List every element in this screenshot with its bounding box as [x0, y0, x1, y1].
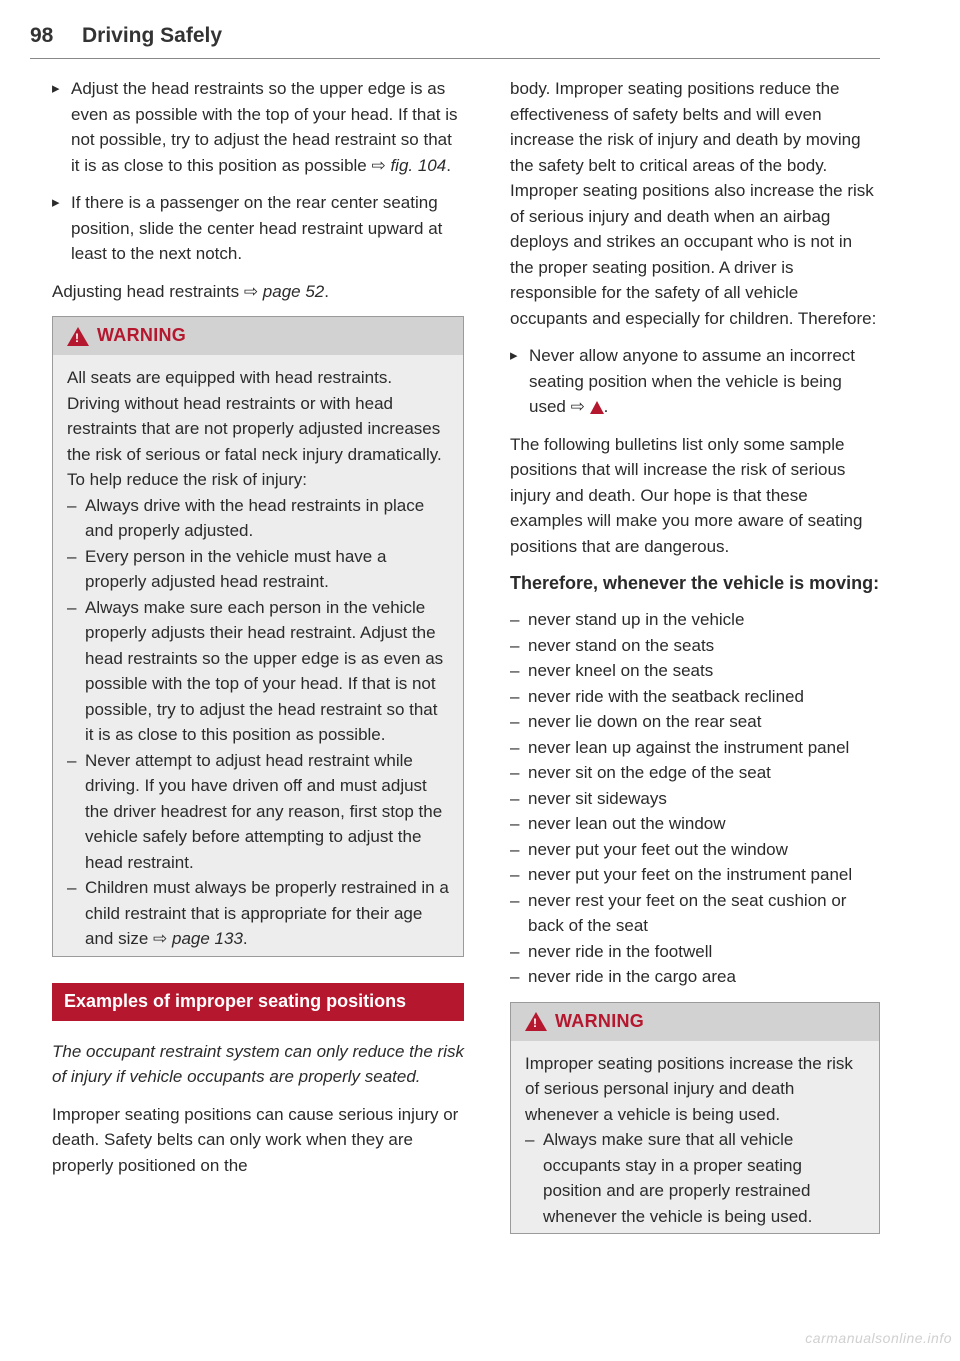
list-item: – never lie down on the rear seat: [510, 709, 880, 735]
list-item: – never sit on the edge of the seat: [510, 760, 880, 786]
body-paragraph: Improper seating positions can cause serious injury or death. Safety belts can only work when they are properly positioned on the: [52, 1104, 459, 1175]
list-item: – never kneel on the seats: [510, 658, 880, 684]
warning-body: [511, 1041, 879, 1234]
warning-header: [53, 317, 463, 355]
adjusting-reference: Adjusting head restraints ⇨ page 52.: [52, 281, 329, 301]
warning-triangle-icon: [67, 327, 89, 346]
list-item: – never put your feet out the window: [510, 837, 880, 863]
warning-item: – Children must always be properly restrained in a child restraint that is appropriate for their age and size ⇨ page 133.: [67, 875, 449, 952]
list-item: – never ride in the cargo area: [510, 964, 880, 990]
section-heading: Examples of improper seating positions: [52, 983, 464, 1021]
body-paragraph: The following bulletins list only some sample positions that will increase the risk of serious injury and death. Our hope is that these examples will make you more aware of seating positions that are dangerous.: [510, 434, 863, 556]
instruction-bullet: ▸ Adjust the head restraints so the upper edge is as even as possible with the top of your head. If that is not possible, try to adjust the head restraint so that it is as close to this position as possible ⇨ fig. 104.: [52, 76, 464, 178]
warning-reference-link[interactable]: ⇨: [571, 397, 604, 416]
page-number: 98: [30, 24, 54, 47]
warning-list: [525, 1127, 865, 1229]
list-item: – never stand on the seats: [510, 633, 880, 659]
list-item: – never put your feet on the instrument panel: [510, 862, 880, 888]
list-item: – never stand up in the vehicle: [510, 607, 880, 633]
warning-box: [510, 1002, 880, 1235]
warning-header: [511, 1003, 879, 1041]
warning-item: – Always make sure that all vehicle occupants stay in a proper seating position and are properly restrained whenever the vehicle is being used.: [525, 1127, 865, 1229]
watermark: carmanualsonline.info: [805, 1330, 952, 1346]
warning-item: – Always drive with the head restraints in place and properly adjusted.: [67, 493, 449, 544]
list-item: – never sit sideways: [510, 786, 880, 812]
never-list: [510, 607, 880, 990]
right-column: [510, 76, 880, 1234]
section-title: Driving Safely: [82, 24, 223, 47]
warning-title: WARNING: [555, 1010, 645, 1031]
warning-body: [53, 355, 463, 956]
warning-triangle-icon: [525, 1012, 547, 1031]
page-reference-link[interactable]: ⇨ page 52: [243, 281, 325, 301]
warning-list: [67, 493, 449, 952]
page-header: [30, 24, 880, 59]
page-reference-link[interactable]: ⇨ page 133: [153, 929, 243, 948]
warning-box: [52, 316, 464, 957]
warning-item: – Every person in the vehicle must have a properly adjusted head restraint.: [67, 544, 449, 595]
list-item: – never lean out the window: [510, 811, 880, 837]
warning-title: WARNING: [97, 325, 187, 346]
list-item: – never ride in the footwell: [510, 939, 880, 965]
section-intro: The occupant restraint system can only reduce the risk of injury if vehicle occupants are properly seated.: [52, 1041, 464, 1086]
figure-reference-link[interactable]: ⇨ fig. 104: [371, 155, 447, 175]
instruction-bullet: ▸ Never allow anyone to assume an incorrect seating position when the vehicle is being used ⇨ .: [510, 343, 880, 420]
warning-item: – Never attempt to adjust head restraint while driving. If you have driven off and must adjust the driver headrest for any reason, first stop the vehicle safely before attempting to adjust the head restraint.: [67, 748, 449, 876]
warning-triangle-icon: [590, 401, 604, 414]
instruction-bullet: ▸ If there is a passenger on the rear center seating position, slide the center head restraint upward at least to the next notch.: [52, 190, 464, 267]
list-item: – never ride with the seatback reclined: [510, 684, 880, 710]
warning-intro: All seats are equipped with head restraints. Driving without head restraints or with head restraints that are not properly adjusted increases the risk of serious or fatal neck injury dramatically. To help reduce the risk of injury:: [67, 368, 442, 489]
list-item: – never lean up against the instrument panel: [510, 735, 880, 761]
warning-item: – Always make sure each person in the vehicle properly adjusts their head restraint. Adjust the head restraints so the upper edge is as even as possible with the top of your head. If that is not possible, try to adjust the head restraint so that it is as close to this position as possible.: [67, 595, 449, 748]
list-item: – never rest your feet on the seat cushion or back of the seat: [510, 888, 880, 939]
warning-intro: Improper seating positions increase the risk of serious personal injury and death whenever a vehicle is being used.: [525, 1053, 853, 1124]
subheading: Therefore, whenever the vehicle is moving:: [510, 573, 880, 593]
body-paragraph: body. Improper seating positions reduce the effectiveness of safety belts and will even increase the risk of injury and death by moving the safety belt to critical areas of the body. Improper seating positions also increase the risk of serious injury and death when an airbag deploys and strikes an occupant who is not in the proper seating position. A driver is responsible for the safety of all vehicle occupants and especially for children. Therefore:: [510, 79, 877, 328]
left-column: [52, 76, 464, 1190]
